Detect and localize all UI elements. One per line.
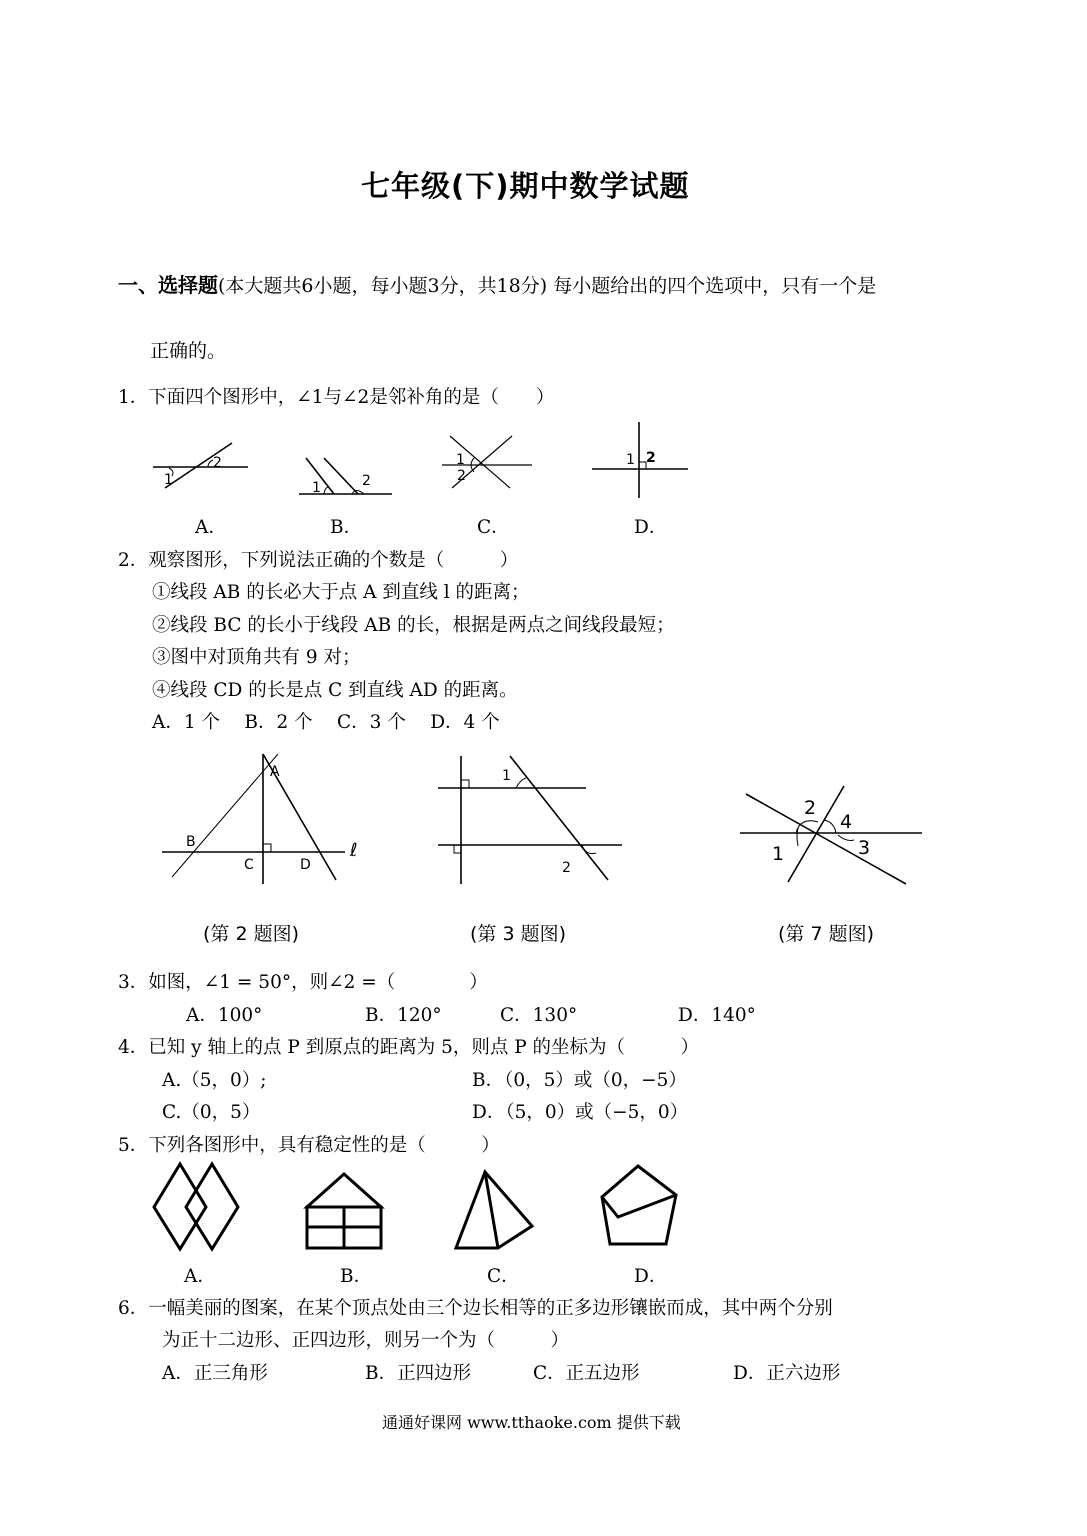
figure-q3-caption: (第 3 题图) [470,923,566,945]
fig2-label-l: ℓ [350,840,358,861]
q6-option-b: B．正四边形 [365,1363,472,1384]
fig2-label-d: D [300,857,311,873]
section-heading [118,269,876,298]
q1-option-a: A． [195,517,227,538]
section-note-cont: 正确的。 [150,340,227,362]
section-note: (本大题共6小题，每小题3分，共18分) 每小题给出的四个选项中，只有一个是 [218,275,877,297]
question-2-stem: 2．观察图形，下列说法正确的个数是（ ） [118,550,519,571]
question-2-item-3: ③图中对顶角共有 9 对； [152,647,361,668]
q6-option-c: C．正五边形 [533,1363,640,1384]
q6-option-d: D．正六边形 [733,1363,841,1384]
q4-option-b: B．（0，5）或（0，−5） [472,1070,687,1091]
q5-figure-c [452,1168,537,1258]
q5-figure-b [303,1170,388,1255]
q1-option-b: B． [330,517,363,538]
q4-option-c: C.（0，5） [162,1102,261,1123]
question-2-options: A．1 个 B．2 个 C．3 个 D．4 个 [152,712,500,733]
q1-figure-a [150,440,250,490]
q5-figure-d [598,1162,683,1252]
figure-q3 [436,752,626,887]
question-4-stem: 4．已知 y 轴上的点 P 到原点的距离为 5，则点 P 的坐标为（ ） [118,1037,700,1058]
fig3-angle-1-label: 1 [502,768,511,784]
q5-option-c: C． [487,1266,520,1287]
fig7-angle-1-label: 1 [772,843,785,865]
q3-option-c: C．130° [500,1005,578,1026]
q1-figure-c [440,432,535,492]
question-2-item-2: ②线段 BC 的长小于线段 AB 的长，根据是两点之间线段最短； [152,615,675,636]
q1b-angle-1-label: 1 [312,480,321,496]
question-6-stem: 6．一幅美丽的图案，在某个顶点处由三个边长相等的正多边形镶嵌而成，其中两个分别 [118,1298,833,1319]
question-3-stem: 3．如图，∠1 = 50°，则∠2 =（ ） [118,972,488,993]
fig2-label-c: C [244,857,254,873]
q1a-angle-1-label: 1 [164,472,173,488]
figure-q7 [738,784,928,889]
question-1-stem: 1．下面四个图形中，∠1与∠2是邻补角的是（ ） [118,387,555,408]
page-title: 七年级(下)期中数学试题 [361,169,690,203]
q1c-angle-1-label: 1 [456,452,465,468]
section-title: 一、选择题 [118,273,218,297]
q1b-angle-2-label: 2 [362,473,371,489]
fig2-label-a: A [270,764,280,780]
question-6-stem-cont: 为正十二边形、正四边形，则另一个为（ ） [162,1330,570,1351]
question-2-item-4: ④线段 CD 的长是点 C 到直线 AD 的距离。 [152,680,518,701]
q1d-angle-2-label: 2 [646,450,656,466]
q5-option-b: B． [340,1266,373,1287]
q5-option-a: A． [184,1266,216,1287]
question-2-item-1: ①线段 AB 的长必大于点 A 到直线 l 的距离； [152,582,530,603]
q1-figure-b [296,455,396,500]
q1d-angle-1-label: 1 [626,452,635,468]
figure-q7-caption: (第 7 题图) [778,923,874,945]
page-footer: 通通好课网 www.tthaoke.com 提供下载 [382,1413,681,1432]
q1c-angle-2-label: 2 [457,468,466,484]
fig7-angle-4-label: 4 [840,811,853,833]
q1-option-c: C． [477,517,510,538]
q1a-angle-2-label: 2 [213,455,222,471]
q3-option-d: D．140° [678,1005,756,1026]
fig7-angle-3-label: 3 [858,837,871,859]
q1-figure-d [590,420,690,500]
q1-option-d: D． [634,517,668,538]
question-5-stem: 5．下列各图形中，具有稳定性的是（ ） [118,1135,500,1156]
q5-figure-a [150,1160,250,1255]
fig3-angle-2-label: 2 [562,860,571,876]
q4-option-d: D．（5，0）或（−5，0） [472,1102,689,1123]
fig2-label-b: B [186,834,196,850]
q5-option-d: D． [634,1266,668,1287]
q6-option-a: A．正三角形 [162,1363,268,1384]
q3-option-a: A．100° [186,1005,263,1026]
q4-option-a: A.（5，0）; [162,1070,267,1091]
q3-option-b: B．120° [365,1005,442,1026]
figure-q2 [160,752,370,892]
fig7-angle-2-label: 2 [804,797,817,819]
figure-q2-caption: (第 2 题图) [203,923,299,945]
